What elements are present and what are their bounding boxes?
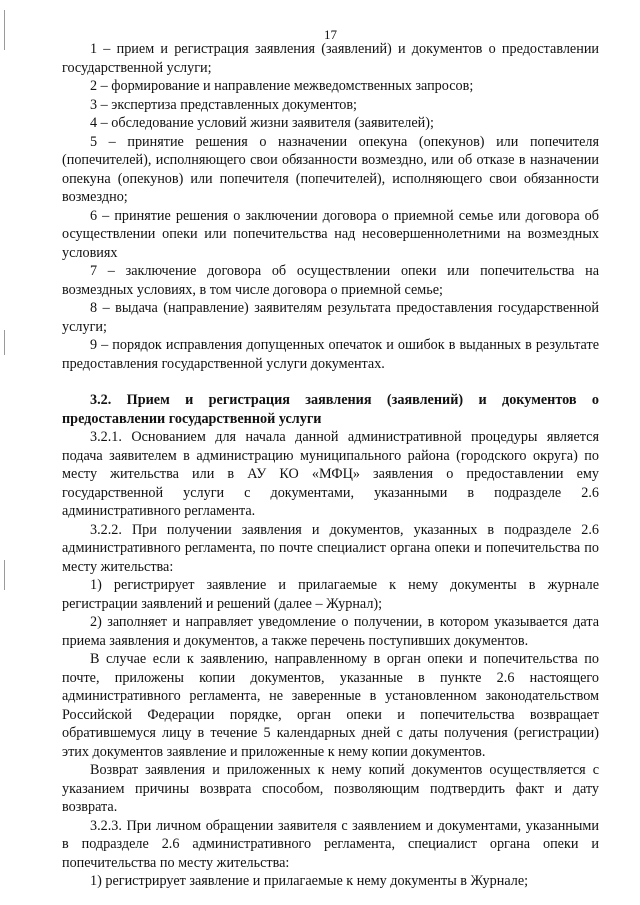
- procedure-list: [62, 40, 599, 373]
- scan-margin-line: [4, 560, 5, 590]
- section-paragraph: Возврат заявления и приложенных к нему копий документов осуществляется с указанием причины возврата способом, позволяющим подтвердить факт и дату возврата.: [62, 762, 599, 815]
- page-content: [62, 40, 599, 891]
- list-item: 1 – прием и регистрация заявления (заявлений) и документов о предоставлении государственной услуги;: [62, 41, 599, 76]
- list-item: 7 – заключение договора об осуществлении опеки или попечительства на возмездных условиях, в том числе договора о приемной семье;: [62, 263, 599, 298]
- section-paragraph: 3.2.2. При получении заявления и документов, указанных в подразделе 2.6 административного регламента, по почте специалист органа опеки и попечительства по месту жительства:: [62, 521, 599, 575]
- section-body: [62, 428, 599, 891]
- scan-margin-line: [4, 10, 5, 50]
- list-item: 6 – принятие решения о заключении договора о приемной семье или договора об осуществлении опеки или попечительства над несовершеннолетними на возмездных условиях: [62, 207, 599, 261]
- section-paragraph: В случае если к заявлению, направленному в орган опеки и попечительства по почте, приложены копии документов, указанные в пункте 2.6 настоящего административного регламента, не заверенные в установленном законодательством Российской Федерации порядке, орган опеки и попечительства возвращает обратившемуся лицу в течение 5 календарных дней с даты получения (регистрации) этих документов заявление и приложенные к нему копии документов.: [62, 651, 599, 760]
- section-paragraph: 3.2.3. При личном обращении заявителя с заявлением и документами, указанными в подразделе 2.6 административного регламента, специалист органа опеки и попечительства по месту жительства:: [62, 817, 599, 871]
- section-paragraph: 1) регистрирует заявление и прилагаемые к нему документы в Журнале;: [90, 873, 529, 889]
- list-item: 5 – принятие решения о назначении опекуна (опекунов) или попечителя (попечителей), исполняющего свои обязанности возмездно, или об отказе в назначении опекуна (опекунов) или попечителя (попечителей), исполняющего свои обязанности возмездно;: [62, 133, 599, 205]
- section-paragraph: 3.2.1. Основанием для начала данной административной процедуры является подача заявителем в администрацию муниципального района (городского округа) по месту жительства или в АУ КО «МФЦ» заявления о предоставлении ему государственной услуги с документами, указанными в подразделе 2.6 административного регламента.: [62, 429, 599, 519]
- list-item: 2 – формирование и направление межведомственных запросов;: [90, 78, 474, 94]
- section-paragraph: 1) регистрирует заявление и прилагаемые к нему документы в журнале регистрации заявлений и решений (далее – Журнал);: [62, 577, 599, 612]
- section-heading: 3.2. Прием и регистрация заявления (заявлений) и документов о предоставлении государственной услуги: [62, 392, 599, 427]
- list-item: 4 – обследование условий жизни заявителя (заявителей);: [90, 115, 434, 131]
- list-item: 3 – экспертиза представленных документов;: [90, 96, 357, 113]
- section-paragraph: 2) заполняет и направляет уведомление о получении, в котором указывается дата приема заявления и документов, а также перечень поступивших документов.: [62, 614, 599, 649]
- list-item: 9 – порядок исправления допущенных опечаток и ошибок в выданных в результате предоставления государственной услуги документах.: [62, 337, 599, 372]
- page-number: 17: [324, 27, 337, 42]
- scan-margin-line: [4, 330, 5, 355]
- list-item: 8 – выдача (направление) заявителям результата предоставления государственной услуги;: [62, 300, 599, 335]
